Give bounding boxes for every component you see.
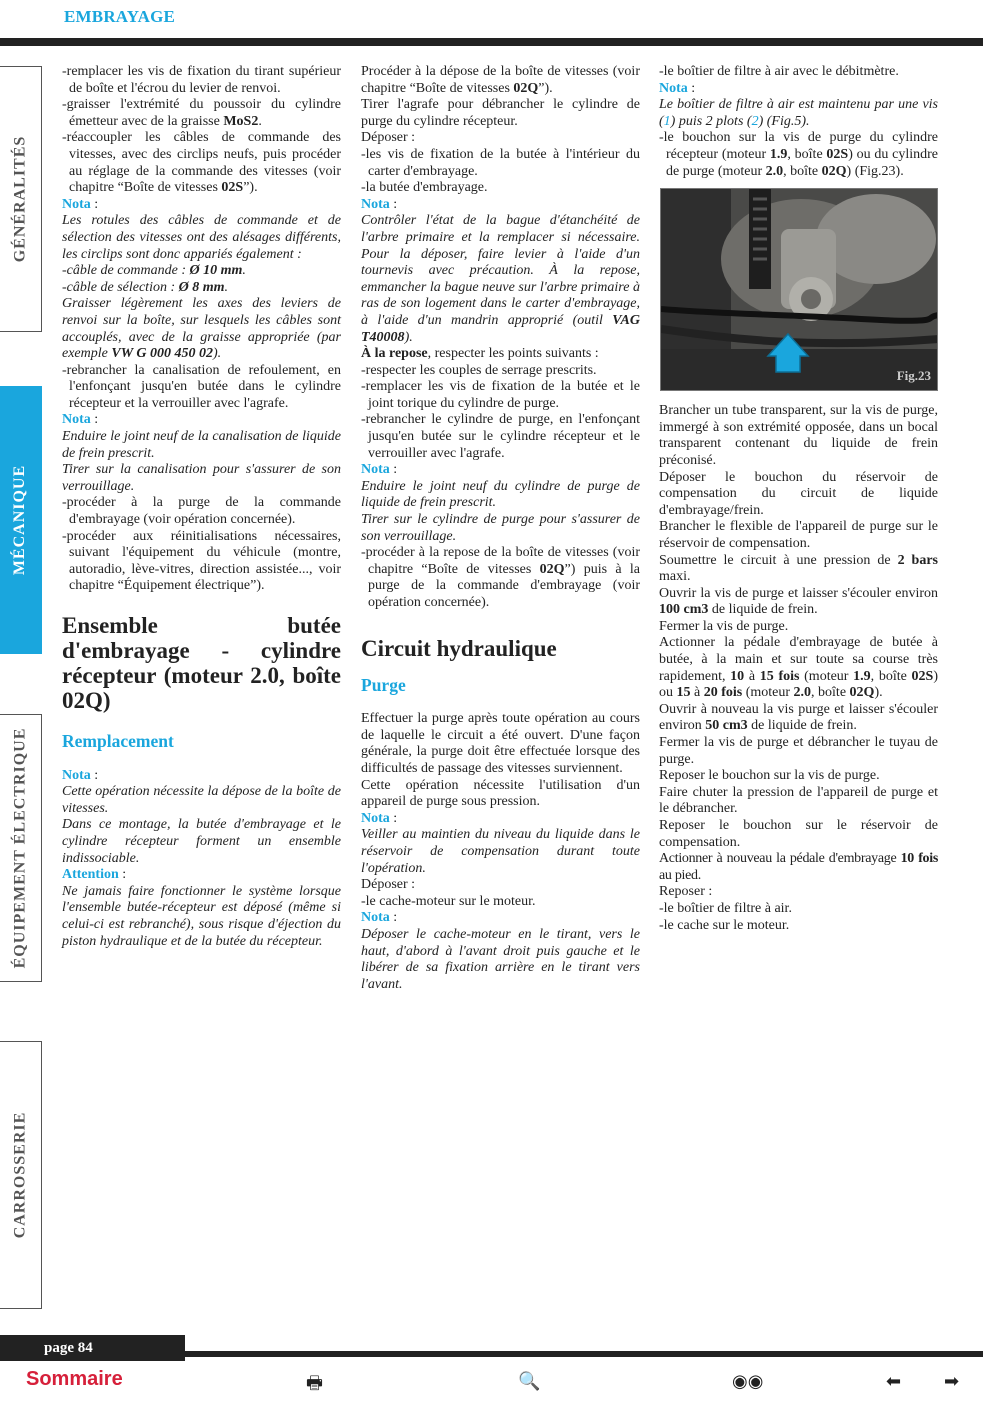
paragraph: Reposer :: [659, 884, 713, 900]
nota-label: Nota :: [62, 767, 99, 783]
paragraph: Déposer :: [361, 130, 416, 146]
paragraph: Actionner à nouveau la pédale d'embrayage 10 fois au pied.: [659, 851, 938, 883]
list-item: -le bouchon sur la vis de purge du cylindre récepteur (moteur 1.9, boîte 02S) ou du cylindre de purge (moteur 2.0, boîte 02Q) (Fig.23).: [659, 130, 939, 179]
nota-text: Les rotules des câbles de commande et de sélection des vitesses ont des alésages différents, les circlips sont donc appariés également :: [62, 213, 341, 262]
tab-generalites[interactable]: GÉNÉRALITÉS: [0, 66, 42, 332]
engine-photo-illustration: [661, 189, 938, 391]
subsection-heading: Remplacement: [62, 731, 174, 751]
list-item: -remplacer les vis de fixation de la butée et le joint torique du cylindre de purge.: [361, 379, 640, 411]
list-item: -respecter les couples de serrage prescrits.: [361, 362, 597, 378]
column-1: [62, 64, 341, 950]
paragraph: Déposer :: [361, 877, 416, 893]
binoculars-icon[interactable]: ◉◉: [732, 1371, 764, 1392]
list-item: -le cache sur le moteur.: [659, 917, 790, 933]
nota-text: -câble de commande : Ø 10 mm.: [62, 263, 246, 279]
list-item: -remplacer les vis de fixation du tirant supérieur de boîte et l'écrou du levier de renvoi.: [62, 64, 341, 96]
sommaire-link[interactable]: Sommaire: [26, 1368, 123, 1390]
list-item: -rebrancher la canalisation de refoulement, en l'enfonçant jusqu'en butée dans le cylindre récepteur et la verrouiller avec l'agrafe.: [62, 362, 341, 411]
paragraph: Procéder à la dépose de la boîte de vitesses (voir chapitre “Boîte de vitesses 02Q”).: [361, 64, 640, 96]
list-item: -procéder aux réinitialisations nécessaires, suivant l'équipement du véhicule (montre, autoradio, lève-vitres, direction assistée..., voir chapitre “Équipement électrique”).: [62, 528, 341, 594]
zoom-icon[interactable]: 🔍: [518, 1371, 541, 1392]
section-title: EMBRAYAGE: [64, 7, 176, 26]
list-item: -graisser l'extrémité du poussoir du cylindre émetteur avec de la graisse MoS2.: [62, 97, 341, 129]
paragraph: À la repose, respecter les points suivants :: [361, 346, 599, 362]
figure-23-photo: [660, 188, 938, 391]
nota-label: Nota :: [361, 810, 398, 826]
header-divider: [0, 38, 983, 46]
nota-label: Nota :: [361, 910, 398, 926]
paragraph: Cette opération nécessite l'utilisation d'un appareil de purge sous pression.: [361, 777, 640, 810]
nota-text: Cette opération nécessite la dépose de la boîte de vitesses.: [62, 784, 341, 816]
nota-text: Enduire le joint neuf de la canalisation de liquide de frein prescrit.: [62, 429, 341, 461]
arrow-right-icon[interactable]: ➡: [944, 1371, 960, 1392]
paragraph: Effectuer la purge après toute opération au cours de laquelle le circuit a été ouvert. D'une façon générale, la purge doit être effectuée lorsque des difficultés de passage des vitesses surviennent.: [361, 711, 640, 776]
paragraph: Brancher le flexible de l'appareil de purge sur le réservoir de compensation.: [659, 519, 938, 551]
nota-text: Veiller au maintien du niveau du liquide dans le réservoir de compensation durant toute l'opération.: [361, 827, 640, 876]
tab-equipement-electrique[interactable]: ÉQUIPEMENT ÉLECTRIQUE: [0, 714, 42, 982]
paragraph: Ouvrir à nouveau la vis purge et laisser s'écouler environ 50 cm3 de liquide de frein.: [659, 701, 938, 734]
paragraph: Brancher un tube transparent, sur la vis de purge, immergé à son extrémité opposée, dans un bocal transparent contenant du liquide de frein préconisé.: [659, 403, 938, 468]
tab-mecanique[interactable]: MÉCANIQUE: [0, 386, 42, 654]
paragraph: Fermer la vis de purge.: [659, 618, 789, 634]
paragraph: Tirer l'agrafe pour débrancher le cylindre de purge du cylindre récepteur.: [361, 97, 640, 129]
nota-text: Dans ce montage, la butée d'embrayage et le cylindre récepteur forment un ensemble indissociable.: [62, 817, 341, 866]
column-2: [361, 64, 640, 993]
list-item: -le cache-moteur sur le moteur.: [361, 893, 536, 909]
list-item: -réaccoupler les câbles de commande des vitesses, avec des circlips neufs, puis procéder au réglage de la commande des vitesses (voir chapitre “Boîte de vitesses 02S”).: [62, 130, 341, 196]
nota-text: -câble de sélection : Ø 8 mm.: [62, 279, 229, 295]
arrow-left-icon[interactable]: ⬅: [886, 1371, 902, 1392]
list-item: -le boîtier de filtre à air.: [659, 900, 792, 916]
nota-label: Nota :: [62, 196, 99, 212]
section-heading: Ensemble butée d'embrayage - cylindre récepteur (moteur 2.0, boîte 02Q): [62, 613, 341, 713]
nota-text: Déposer le cache-moteur en le tirant, vers le haut, d'abord à l'avant droit puis gauche et le libérer de sa fixation arrière en le tirant vers l'avant.: [361, 926, 640, 992]
paragraph: Fermer la vis de purge et débrancher le tuyau de purge.: [659, 735, 938, 767]
nota-text: Graisser légèrement les axes des leviers de renvoi sur la boîte, sur lesquels les câbles sont accouplés, avec de la graisse appropriée (par exemple VW G 000 450 02).: [62, 296, 341, 362]
nota-text: Le boîtier de filtre à air est maintenu par une vis (1) puis 2 plots (2) (Fig.5).: [659, 97, 938, 129]
figure-label: Fig.23: [896, 367, 931, 383]
tab-carrosserie[interactable]: CARROSSERIE: [0, 1041, 42, 1309]
page-number: page 84: [0, 1335, 185, 1361]
paragraph: Déposer le bouchon du réservoir de compensation du circuit de liquide d'embrayage/frein.: [659, 469, 938, 518]
nota-text: Enduire le joint neuf du cylindre de purge de liquide de frein prescrit.: [361, 478, 640, 511]
nota-label: Nota :: [361, 196, 398, 212]
printer-icon[interactable]: 🖶: [306, 1373, 323, 1394]
list-item: -rebrancher le cylindre de purge, en l'enfonçant jusqu'en butée sur le cylindre récepteur et le verrouiller avec l'agrafe.: [361, 412, 640, 461]
paragraph: Reposer le bouchon sur le réservoir de compensation.: [659, 818, 938, 850]
paragraph: Reposer le bouchon sur la vis de purge.: [659, 768, 880, 784]
paragraph: Soumettre le circuit à une pression de 2 bars maxi.: [659, 552, 938, 585]
nota-text: Tirer sur la canalisation pour s'assurer de son verrouillage.: [62, 462, 341, 494]
list-item: -procéder à la purge de la commande d'embrayage (voir opération concernée).: [62, 495, 341, 528]
list-item: -le boîtier de filtre à air avec le débitmètre.: [659, 64, 899, 79]
nota-label: Nota :: [62, 412, 99, 428]
paragraph: Faire chuter la pression de l'appareil de purge et le débrancher.: [659, 784, 938, 817]
list-item: -procéder à la repose de la boîte de vitesses (voir chapitre “Boîte de vitesses 02Q”) puis à la purge de la commande d'embrayage (voir opération concernée).: [361, 545, 640, 610]
section-heading: Circuit hydraulique: [361, 635, 557, 661]
attention-text: Ne jamais faire fonctionner le système lorsque l'ensemble butée-récepteur est déposé (même si celui-ci est rebranché), sous risque d'éjection du piston hydraulique et de la butée du récepteur.: [62, 883, 341, 949]
list-item: -la butée d'embrayage.: [361, 180, 488, 196]
attention-label: Attention :: [62, 867, 127, 883]
nota-text: Tirer sur le cylindre de purge pour s'assurer de son verrouillage.: [361, 512, 640, 544]
nota-label: Nota :: [659, 80, 696, 96]
paragraph: Ouvrir la vis de purge et laisser s'écouler environ 100 cm3 de liquide de frein.: [659, 585, 938, 618]
nota-text: Contrôler l'état de la bague d'étanchéité de l'arbre primaire et la remplacer si nécessaire. Pour la déposer, faire levier à l'aide d'un tournevis avec précaution. À la repose, emmancher la bague neuve sur l'arbre primaire à ras de son logement dans le carter d'embrayage, à l'aide d'un mandrin approprié (outil VAG T40008).: [361, 213, 640, 345]
paragraph: Actionner la pédale d'embrayage de butée à butée, à la main et sur toute sa course très rapidement, 10 à 15 fois (moteur 1.9, boîte 02S) ou 15 à 20 fois (moteur 2.0, boîte 02Q).: [659, 635, 938, 701]
nota-label: Nota :: [361, 462, 398, 478]
subsection-heading: Purge: [361, 674, 406, 695]
column-3: [659, 64, 938, 934]
list-item: -les vis de fixation de la butée à l'intérieur du carter d'embrayage.: [361, 146, 640, 179]
